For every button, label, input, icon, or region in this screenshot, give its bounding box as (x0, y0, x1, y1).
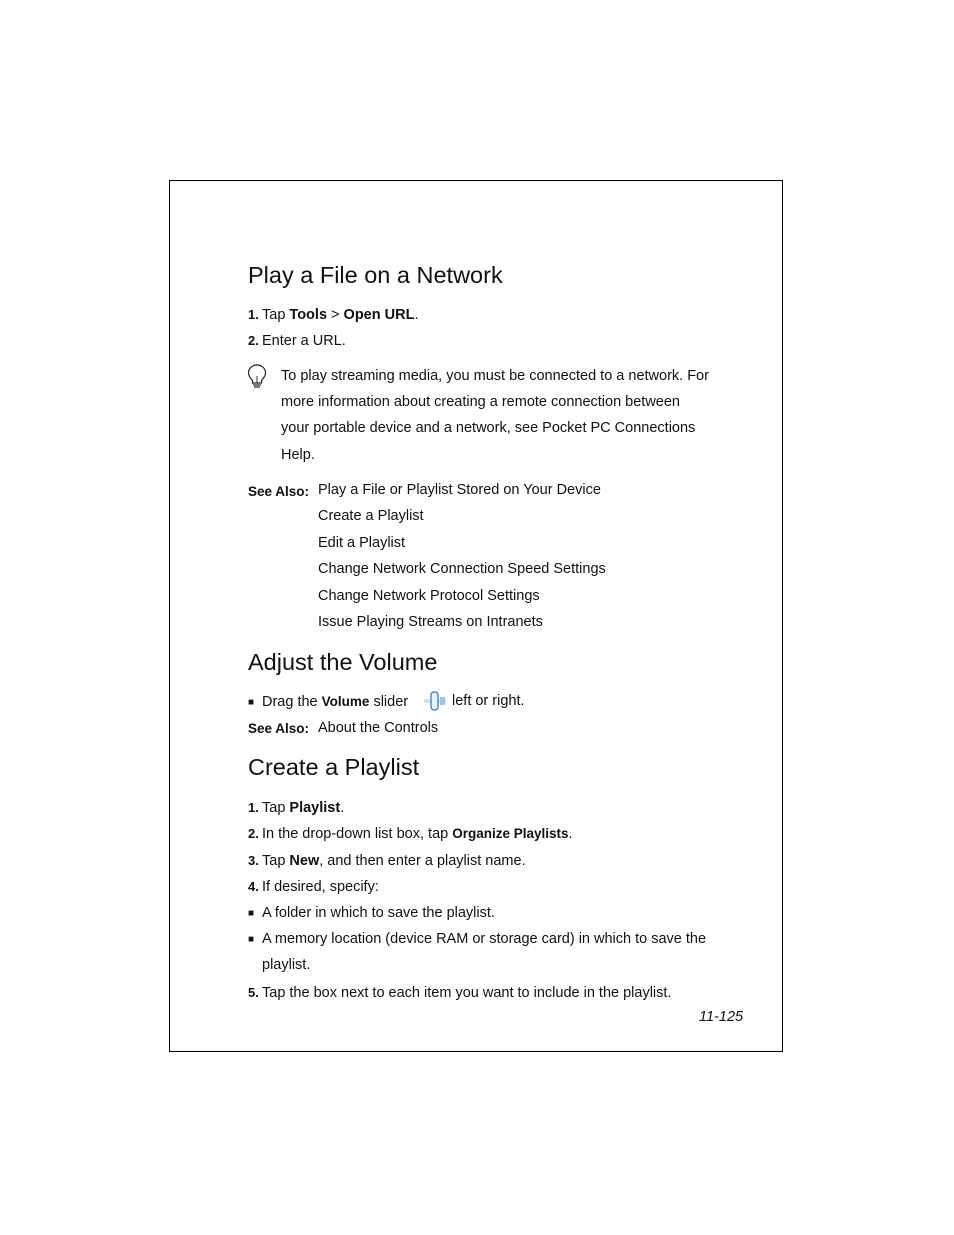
note-line: your portable device and a network, see Pocket PC Connections (281, 420, 696, 436)
bullet-icon: ■ (248, 934, 255, 945)
step-number: 2. (248, 333, 259, 348)
bullet-icon: ■ (248, 908, 255, 919)
note-line: To play streaming media, you must be connected to a network. For (281, 368, 709, 384)
step-3 (248, 852, 526, 870)
step-text: Tap (262, 853, 290, 869)
step-number: 1. (248, 307, 259, 322)
note-line: more information about creating a remote connection between (281, 394, 680, 410)
step-text: . (340, 800, 345, 816)
bullet-text: A memory location (device RAM or storage card) in which to save the (262, 931, 707, 947)
section-title-volume: Adjust the Volume (248, 649, 438, 675)
volume-bullet (248, 693, 408, 712)
step-text: Tap (262, 800, 290, 816)
page-number: 11-125 (699, 1009, 744, 1025)
bullet-continuation: playlist. (262, 957, 311, 973)
bullet-text: A folder in which to save the playlist. (262, 905, 495, 921)
see-also-link[interactable]: Play a File or Playlist Stored on Your Device (318, 482, 601, 498)
see-also-link[interactable]: Change Network Protocol Settings (318, 588, 540, 604)
step-number: 5. (248, 985, 259, 1000)
step-number: 1. (248, 800, 259, 815)
new-ref: New (289, 853, 320, 869)
step-2 (248, 825, 573, 843)
note-line: Help. (281, 447, 315, 463)
see-also-link[interactable]: Create a Playlist (318, 508, 424, 524)
step-5 (248, 984, 671, 1002)
bullet-icon: ■ (248, 697, 255, 708)
step-text: If desired, specify: (262, 879, 379, 895)
playlist-ref: Playlist (289, 800, 341, 816)
step-number: 4. (248, 879, 259, 894)
step-number: 3. (248, 853, 259, 868)
see-also-link[interactable]: Issue Playing Streams on Intranets (318, 614, 543, 630)
step-text: Tap the box next to each item you want to include in the playlist. (262, 985, 672, 1001)
tools-menu-ref: Tools (289, 307, 328, 323)
see-also-label: See Also: (248, 484, 310, 499)
volume-bullet-end: left or right. (452, 693, 525, 709)
playlist-bullet (248, 931, 706, 949)
step-number: 2. (248, 826, 259, 841)
step-text: Tap (262, 307, 290, 323)
step-text: > (327, 307, 344, 323)
volume-ref: Volume (321, 694, 370, 709)
step-1 (248, 306, 418, 324)
step-text: Enter a URL. (262, 333, 346, 349)
step-text: . (568, 826, 573, 842)
step-4 (248, 878, 379, 896)
step-text: , and then enter a playlist name. (319, 853, 526, 869)
volume-slider-icon (423, 690, 447, 712)
organize-playlists-ref: Organize Playlists (452, 826, 569, 841)
see-also-link[interactable]: Change Network Connection Speed Settings (318, 561, 606, 577)
step-text: . (414, 307, 419, 323)
section-title-playlist: Create a Playlist (248, 754, 420, 780)
step-2 (248, 332, 346, 350)
section-title-network: Play a File on a Network (248, 262, 503, 288)
see-also-link[interactable]: About the Controls (318, 720, 439, 736)
playlist-bullet (248, 905, 495, 923)
lightbulb-icon (246, 363, 268, 391)
step-text: In the drop-down list box, tap (262, 826, 453, 842)
open-url-ref: Open URL (343, 307, 415, 323)
see-also-link[interactable]: Edit a Playlist (318, 535, 406, 551)
step-1 (248, 799, 344, 817)
see-also-label: See Also: (248, 721, 310, 736)
bullet-text: slider (369, 694, 409, 710)
bullet-text: Drag the (262, 694, 322, 710)
